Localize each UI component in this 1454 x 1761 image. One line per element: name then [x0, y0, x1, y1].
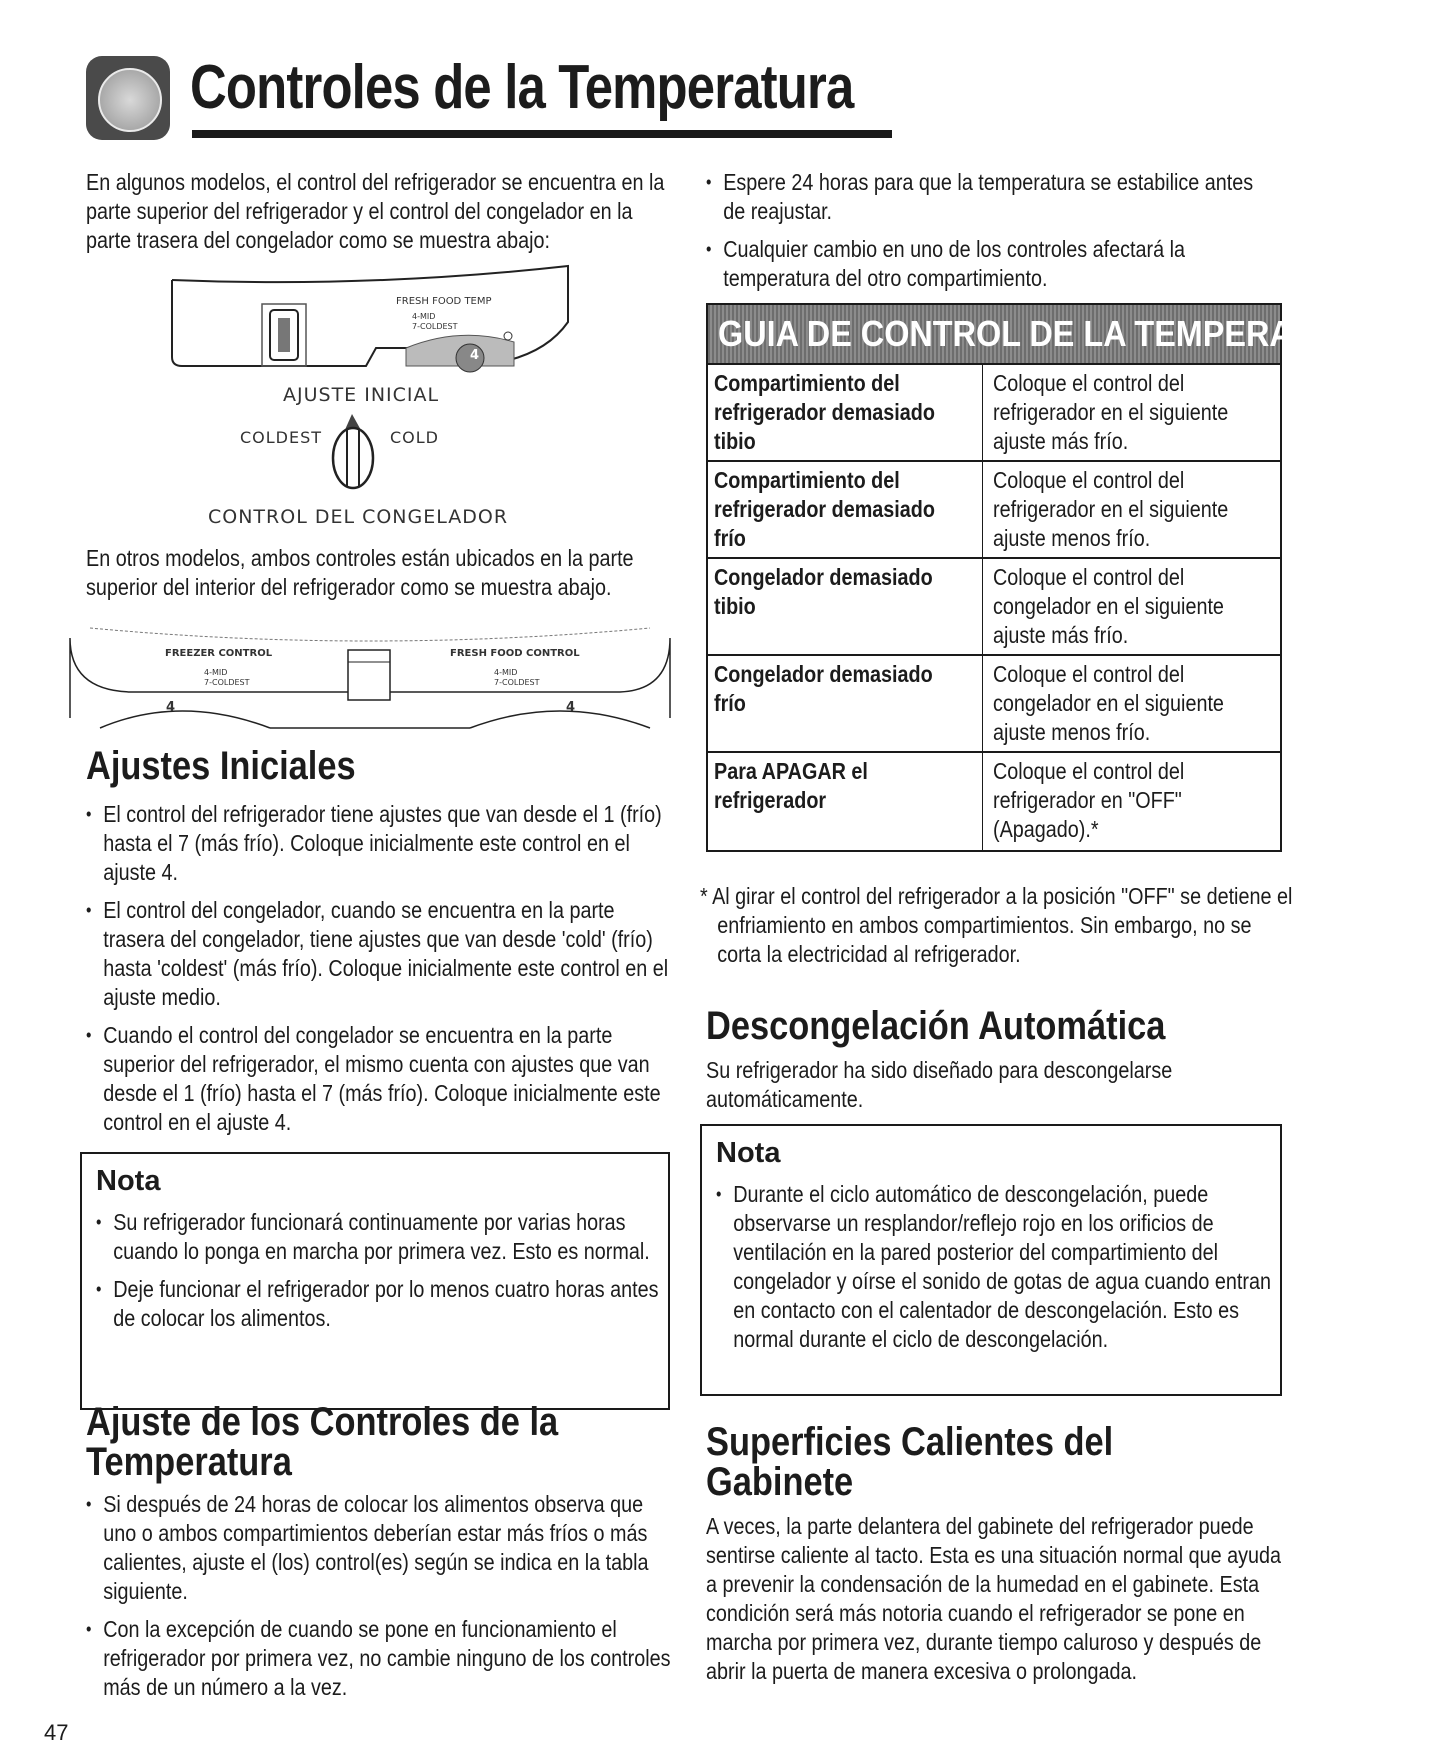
list-item: • Cuando el control del congelador se encuentra en la parte superior del refrigerador, el mismo cuenta con ajustes que van desde el 1 (frío) hasta el 7 (más frío). Coloque inicialmente este control en el ajuste 4. [86, 1021, 679, 1137]
refrigerator-control-diagram [170, 262, 590, 382]
guide-action: Coloque el control del refrigerador en el siguiente ajuste más frío. [993, 370, 1229, 454]
nota-box-2 [700, 1124, 1282, 1396]
coldest-small-label: 7-COLDEST [412, 322, 458, 331]
list-item: • Durante el ciclo automático de descongelación, puede observarse un resplandor/reflejo rojo en los orificios de ventilación en la pared posterior del compartimiento del congelador y oírse el sonido de gotas de agua cuando entran en contacto con el calentador de descongelación. Esto es normal durante el ciclo de descongelación. [716, 1180, 1278, 1354]
nota-title: Nota [716, 1137, 781, 1169]
ajuste-inicial-caption: AJUSTE INICIAL [283, 384, 440, 406]
guide-action: Coloque el control del congelador en el siguiente ajuste menos frío. [993, 661, 1224, 745]
list-item: • Si después de 24 horas de colocar los alimentos observa que uno o ambos compartimientos deberían estar más fríos o más calientes, ajuste el (los) control(es) según se indica en la tabla siguiente. [86, 1490, 679, 1606]
fig1-dial-number: 4 [470, 348, 480, 363]
guide-title: GUIA DE CONTROL DE LA TEMPERATURA [708, 305, 1280, 363]
temperature-guide-table [706, 303, 1381, 852]
nota-box [80, 1152, 670, 1410]
ajustes-iniciales-heading: Ajustes Iniciales [86, 744, 356, 788]
intro-paragraph: En algunos modelos, el control del refrigerador se encuentra en la parte superior del refrigerador y el control del congelador en la parte trasera del congelador como se muestra abajo: [86, 169, 665, 253]
ajuste-controles-heading-line1: Ajuste de los Controles de la [86, 1400, 559, 1444]
fig2-left-dial-number: 4 [166, 700, 176, 715]
freezer-control-knob-icon [318, 410, 388, 500]
list-item: • Cualquier cambio en uno de los controles afectará la temperatura del otro compartimiento. [706, 235, 1265, 293]
ajuste-controles-list [86, 1490, 679, 1711]
title-underline [192, 130, 892, 138]
list-item: • Deje funcionar el refrigerador por lo menos cuatro horas antes de colocar los alimentos. [96, 1275, 664, 1333]
ajuste-controles-heading-line2: Temperatura [86, 1440, 292, 1484]
fig2-right-mid-label: 4-MID [494, 668, 518, 677]
guide-action: Coloque el control del congelador en el siguiente ajuste más frío. [993, 564, 1224, 648]
superficies-heading-line2: Gabinete [706, 1460, 854, 1504]
descongelacion-heading: Descongelación Automática [706, 1004, 1166, 1048]
dual-control-diagram [70, 618, 680, 730]
guide-condition: Para APAGAR el refrigerador [708, 753, 983, 850]
ajustes-iniciales-list [86, 800, 679, 1146]
nota-list [96, 1208, 664, 1333]
guide-action: Coloque el control del refrigerador en el siguiente ajuste menos frío. [993, 467, 1229, 551]
list-item: • Espere 24 horas para que la temperatura se estabilice antes de reajustar. [706, 168, 1265, 226]
table-row [708, 557, 1280, 654]
fig2-left-coldest-label: 7-COLDEST [204, 678, 250, 687]
fig2-right-coldest-label: 7-COLDEST [494, 678, 540, 687]
descongelacion-text: Su refrigerador ha sido diseñado para descongelarse automáticamente. [706, 1057, 1173, 1112]
table-row [708, 654, 1280, 751]
page-number: 47 [44, 1720, 69, 1745]
list-item: • Con la excepción de cuando se pone en funcionamiento el refrigerador por primera vez, no cambie ninguno de los controles más de un número a la vez. [86, 1615, 679, 1702]
guide-condition: Compartimiento del refrigerador demasiado frío [708, 462, 983, 557]
nota-title: Nota [96, 1165, 161, 1197]
guide-action: Coloque el control del refrigerador en "OFF" (Apagado).* [993, 758, 1185, 842]
mid-label: 4-MID [412, 312, 436, 321]
table-row [708, 363, 1280, 460]
fig2-right-dial-number: 4 [566, 700, 576, 715]
intro2-paragraph: En otros modelos, ambos controles están ubicados en la parte superior del interior del refrigerador como se muestra abajo. [86, 545, 634, 600]
table-row [708, 751, 1280, 850]
fresh-food-temp-dial-icon [504, 332, 512, 340]
list-item: • El control del congelador, cuando se encuentra en la parte trasera del congelador, tiene ajustes que van desde 'cold' (frío) hasta 'coldest' (más frío). Coloque inicialmente este control en el ajuste medio. [86, 896, 679, 1012]
guide-footnote: * Al girar el control del refrigerador a la posición "OFF" se detiene el enfriamiento en ambos compartimientos. Sin embargo, no se corta la electricidad al refrigerador. [700, 883, 1293, 967]
temperature-dial-icon [86, 56, 170, 140]
freezer-control-label: FREEZER CONTROL [165, 648, 273, 659]
list-item: • El control del refrigerador tiene ajustes que van desde el 1 (frío) hasta el 7 (más frío). Coloque inicialmente este control en el ajuste 4. [86, 800, 679, 887]
nota-list [716, 1180, 1278, 1354]
right-bullets [706, 168, 1265, 302]
superficies-heading-line1: Superficies Calientes del [706, 1420, 1114, 1464]
guide-condition: Congelador demasiado frío [708, 656, 983, 751]
control-del-congelador-caption: CONTROL DEL CONGELADOR [208, 506, 509, 528]
fresh-food-control-label: FRESH FOOD CONTROL [450, 648, 580, 659]
guide-condition: Compartimiento del refrigerador demasiado tibio [708, 365, 983, 460]
fig2-left-mid-label: 4-MID [204, 668, 228, 677]
table-row [708, 460, 1280, 557]
cold-label: COLD [390, 428, 439, 447]
fresh-food-temp-label: FRESH FOOD TEMP [396, 296, 492, 307]
list-item: • Su refrigerador funcionará continuamente por varias horas cuando lo ponga en marcha por primera vez. Esto es normal. [96, 1208, 664, 1266]
superficies-text: A veces, la parte delantera del gabinete del refrigerador puede sentirse caliente al tacto. Esta es una situación normal que ayuda a prevenir la condensación de la humedad en el gabinete. Esta condición será más notoria cuando el refrigerador se pone en marcha por primera vez, durante tiempo caluroso y después de abrir la puerta de manera excesiva o prolongada. [706, 1513, 1282, 1684]
coldest-label: COLDEST [240, 428, 323, 447]
page-title: Controles de la Temperatura [190, 53, 854, 122]
guide-condition: Congelador demasiado tibio [708, 559, 983, 654]
